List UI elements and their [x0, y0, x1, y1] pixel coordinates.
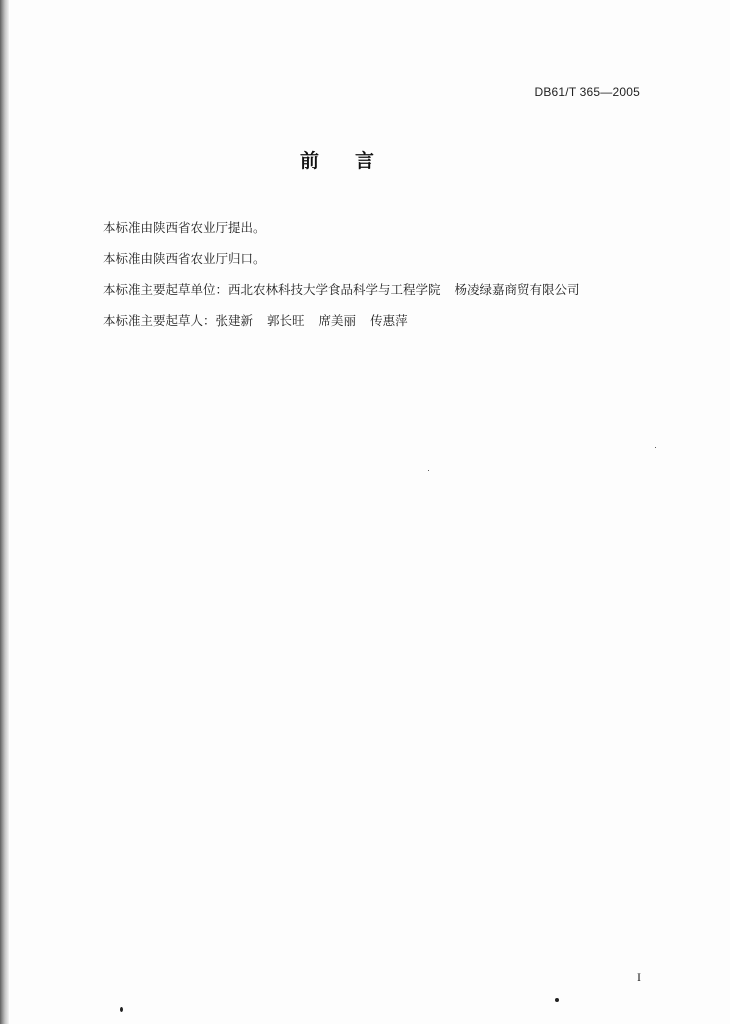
- drafting-unit: 西北农林科技大学食品科学与工程学院: [228, 282, 441, 297]
- drafters-label: 本标准主要起草人：: [103, 313, 216, 328]
- preface-line-administrator: [103, 243, 663, 274]
- preface-line-drafters: [103, 305, 663, 336]
- preface-line-proposer: [103, 212, 663, 243]
- drafter-name: 郭长旺: [267, 313, 305, 328]
- page-number: I: [637, 970, 641, 984]
- document-code: DB61/T 365—2005: [534, 85, 640, 99]
- proposer-text: 本标准由陕西省农业厅提出。: [103, 220, 266, 235]
- scan-speck: [655, 447, 656, 448]
- page-title: 前言: [299, 150, 410, 172]
- drafter-name: 张建新: [215, 313, 254, 328]
- drafter-name: 席美丽: [318, 313, 357, 328]
- scan-speck: [428, 470, 429, 471]
- administrator-text: 本标准由陕西省农业厅归口。: [103, 251, 266, 266]
- scan-speck: [555, 998, 559, 1002]
- drafting-units-label: 本标准主要起草单位：: [103, 282, 229, 297]
- preface-line-drafting-units: [103, 274, 663, 305]
- preface-body: [103, 212, 663, 336]
- scan-speck: [120, 1007, 123, 1012]
- drafter-name: 传惠萍: [370, 313, 408, 328]
- drafting-unit: 杨凌绿嘉商贸有限公司: [454, 282, 580, 297]
